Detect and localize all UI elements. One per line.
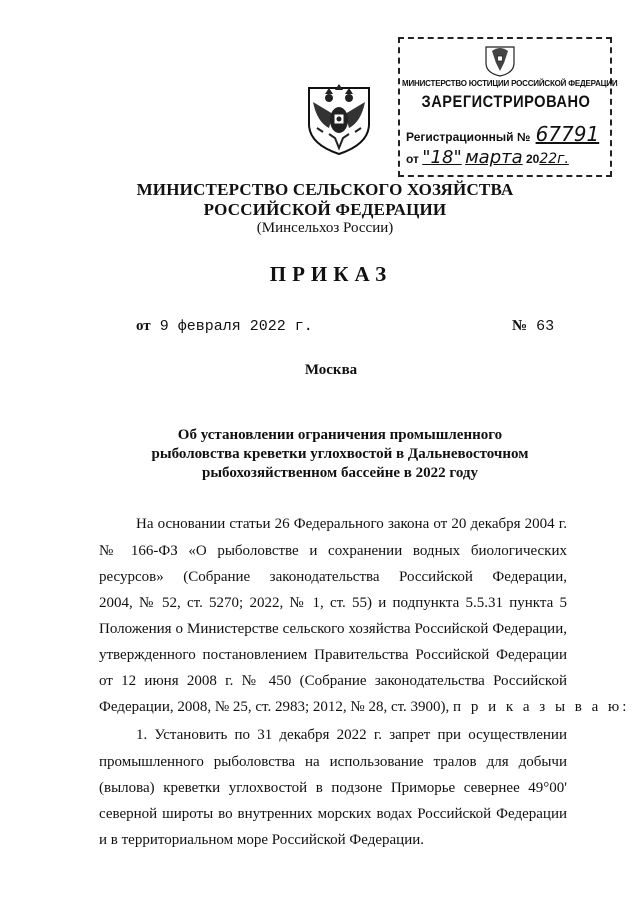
body-line-2: № 166-ФЗ «О рыболовстве и сохранении водных биологических bbox=[99, 543, 567, 559]
body-line-8-text: Федерации, 2008, № 25, ст. 2983; 2012, № 28, ст. 3900), bbox=[99, 699, 450, 715]
order-city: Москва bbox=[304, 362, 358, 378]
stamp-date-prefix: от bbox=[406, 152, 419, 166]
stamp-reg-number-handwritten: 67791 bbox=[535, 122, 600, 146]
stamp-ministry-text: МИНИСТЕРСТВО ЮСТИЦИИ РОССИЙСКОЙ ФЕДЕРАЦИИ bbox=[402, 79, 618, 88]
order-number bbox=[512, 318, 554, 335]
body-line-12: северной широты во внутренних морских водах Российской Федерации bbox=[99, 806, 567, 822]
body-line-7: от 12 июня 2008 г. № 450 (Собрание законодательства Российской bbox=[99, 673, 567, 689]
body-line-10: промышленного рыболовства на использование тралов для добычи bbox=[99, 754, 567, 770]
ministry-name-line-1: МИНИСТЕРСТВО СЕЛЬСКОГО ХОЗЯЙСТВА bbox=[136, 180, 514, 199]
order-subject-line-3: рыбохозяйственном бассейне в 2022 году bbox=[202, 465, 478, 481]
stamp-date-month: марта bbox=[465, 147, 523, 168]
body-line-1: На основании статьи 26 Федерального закона от 20 декабря 2004 г. bbox=[136, 516, 567, 532]
order-directive-word: п р и к а з ы в а ю: bbox=[453, 699, 630, 715]
ministry-name-line-2: РОССИЙСКОЙ ФЕДЕРАЦИИ bbox=[203, 200, 447, 219]
body-line-6: утвержденного постановлением Правительства Российской Федерации bbox=[99, 647, 567, 663]
stamp-date-year-printed: 20 bbox=[525, 152, 540, 166]
body-line-3: ресурсов» (Собрание законодательства Российской Федерации, bbox=[99, 569, 567, 585]
coat-of-arms-emblem bbox=[303, 78, 375, 156]
body-line-11: (вылова) креветки углохвостой в подзоне Приморье севернее 49°00' bbox=[99, 780, 567, 796]
stamp-date-day: "18" bbox=[422, 147, 462, 168]
body-line-9: 1. Установить по 31 декабря 2022 г. запрет при осуществлении bbox=[136, 727, 567, 743]
ministry-short-name: (Минсельхоз России) bbox=[256, 220, 394, 236]
stamp-reg-label: Регистрационный № bbox=[406, 130, 531, 144]
body-line-13: и в территориальном море Российской Федерации. bbox=[99, 832, 424, 848]
stamp-emblem-icon bbox=[482, 41, 518, 77]
order-date bbox=[136, 318, 313, 335]
stamp-registration-date bbox=[406, 147, 569, 168]
order-date-value: 9 февраля 2022 г. bbox=[159, 318, 313, 335]
order-subject-line-2: рыболовства креветки углохвостой в Дальневосточном bbox=[151, 446, 529, 462]
body-line-8 bbox=[99, 699, 630, 716]
body-line-5: Положения о Министерстве сельского хозяйства Российской Федерации, bbox=[99, 621, 567, 637]
order-title: ПРИКАЗ bbox=[269, 262, 393, 286]
registration-stamp bbox=[398, 37, 618, 177]
stamp-date-year-hand: 22г. bbox=[539, 151, 569, 167]
order-date-prefix: от bbox=[136, 318, 151, 334]
stamp-registered-text: ЗАРЕГИСТРИРОВАНО bbox=[421, 92, 591, 111]
body-line-4: 2004, № 52, ст. 5270; 2022, № 1, ст. 55) и подпункта 5.5.31 пункта 5 bbox=[99, 595, 567, 611]
order-number-prefix: № bbox=[512, 318, 528, 334]
order-subject-line-1: Об установлении ограничения промышленного bbox=[177, 427, 503, 443]
stamp-registration-number bbox=[406, 122, 599, 146]
order-number-value: 63 bbox=[536, 318, 555, 335]
